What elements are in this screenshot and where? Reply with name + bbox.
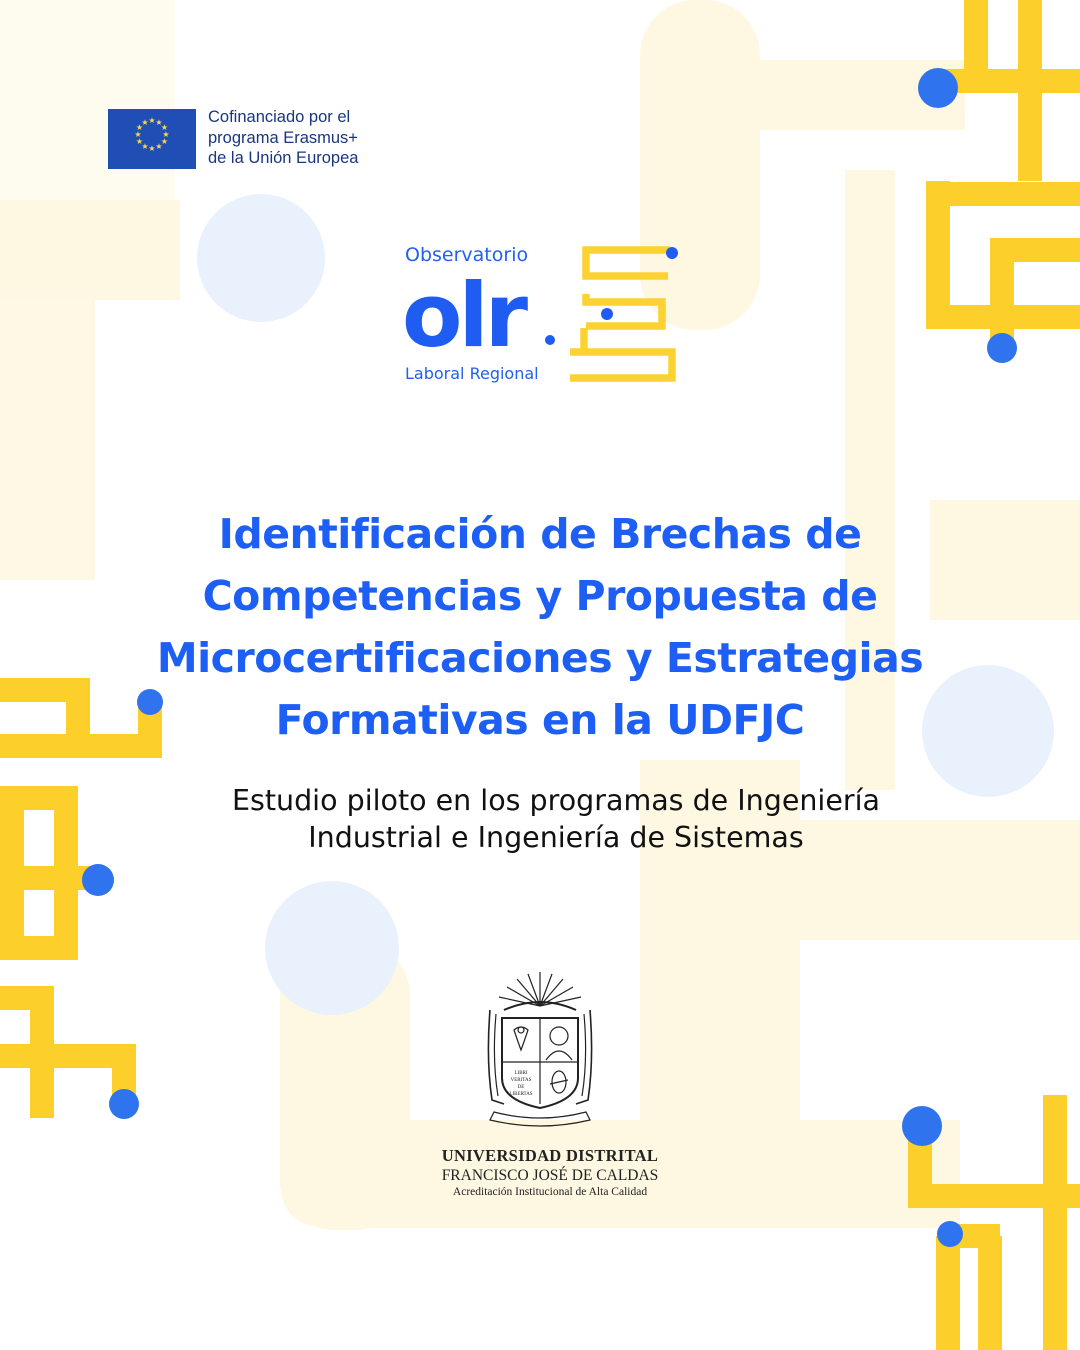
title-line-4: Formativas en la UDFJC [275, 696, 805, 744]
svg-text:DE: DE [517, 1085, 525, 1090]
svg-text:★: ★ [160, 137, 169, 146]
page-subtitle [100, 782, 1012, 856]
title-line-1: Identificación de Brechas de [218, 510, 862, 558]
university-accreditation: Acreditación Institucional de Alta Calidad [452, 1186, 648, 1198]
svg-text:LIBERTAS: LIBERTAS [509, 1092, 533, 1097]
svg-text:★: ★ [155, 118, 163, 127]
svg-text:LIBRI: LIBRI [514, 1071, 528, 1076]
olr-top-label: Observatorio [405, 244, 529, 266]
eu-line-3: de la Unión Europea [208, 149, 359, 167]
svg-text:★: ★ [134, 130, 142, 139]
university-crest-icon [484, 970, 596, 1140]
university-subname: FRANCISCO JOSÉ DE CALDAS [441, 1167, 659, 1184]
svg-text:★: ★ [141, 142, 149, 151]
svg-text:★: ★ [160, 123, 169, 132]
eu-flag-icon [108, 109, 196, 169]
subtitle-line-2: Industrial e Ingeniería de Sistemas [308, 821, 804, 854]
olr-bottom-label: Laboral Regional [405, 364, 539, 383]
svg-text:★: ★ [155, 142, 163, 151]
title-line-2: Competencias y Propuesta de [202, 572, 878, 620]
svg-text:★: ★ [162, 130, 170, 139]
svg-text:★: ★ [148, 116, 156, 125]
svg-text:★: ★ [148, 144, 156, 153]
olr-logo [400, 236, 690, 396]
svg-text:VERITAS: VERITAS [510, 1078, 532, 1083]
eu-cofunding-text [208, 107, 408, 169]
svg-text:★: ★ [135, 137, 144, 146]
university-name: UNIVERSIDAD DISTRITAL [441, 1146, 659, 1165]
svg-text:★: ★ [135, 123, 144, 132]
eu-line-2: programa Erasmus+ [208, 128, 358, 147]
olr-logo-text: olr [402, 264, 525, 367]
eu-cofunding [108, 109, 408, 169]
eu-line-1: Cofinanciado por el [208, 108, 351, 126]
svg-text:★: ★ [141, 118, 149, 127]
page-title [100, 503, 980, 751]
olr-e-mark-icon [400, 236, 690, 396]
subtitle-line-1: Estudio piloto en los programas de Ingeniería [232, 784, 880, 817]
university-name-block [400, 1146, 700, 1198]
title-line-3: Microcertificaciones y Estrategias [156, 634, 924, 682]
